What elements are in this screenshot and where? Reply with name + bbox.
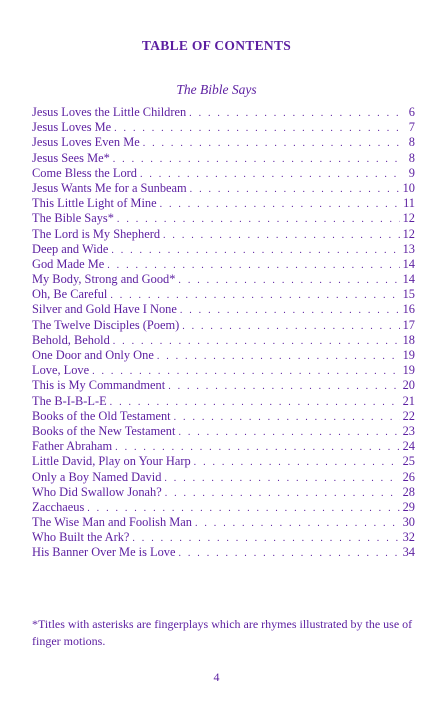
toc-entry — [32, 424, 415, 439]
toc-entry — [32, 363, 415, 378]
toc-list — [32, 105, 415, 561]
toc-entry-title: Father Abraham — [32, 439, 113, 454]
toc-entry-page: 11 — [403, 196, 415, 211]
toc-entry-title: His Banner Over Me is Love — [32, 545, 176, 560]
page-title: TABLE OF CONTENTS — [141, 38, 292, 53]
toc-entry-page: 19 — [402, 348, 415, 362]
toc-entry-title: Jesus Sees Me* — [32, 150, 110, 165]
dot-leader — [160, 197, 400, 211]
toc-entry-page: 34 — [402, 545, 415, 560]
dot-leader — [111, 243, 399, 257]
toc-entry — [32, 151, 415, 166]
toc-entry — [32, 378, 415, 393]
toc-entry-page: 30 — [402, 515, 415, 530]
toc-entry-title: Books of the Old Testament — [32, 408, 171, 423]
toc-entry — [32, 530, 415, 545]
toc-entry-page: 14 — [402, 256, 415, 271]
toc-entry-page: 8 — [408, 135, 415, 150]
dot-leader — [117, 212, 400, 226]
dot-leader — [110, 395, 400, 409]
toc-entry-page: 19 — [402, 363, 415, 378]
toc-entry-title: This Little Light of Mine — [32, 196, 157, 211]
toc-entry-page: 17 — [402, 317, 415, 332]
toc-entry-title: Books of the New Testament — [32, 423, 176, 438]
dot-leader — [107, 258, 399, 272]
dot-leader — [87, 501, 399, 515]
toc-entry — [32, 257, 415, 272]
toc-entry-title: Deep and Wide — [32, 241, 109, 256]
toc-entry-page: 25 — [402, 454, 415, 469]
toc-entry-title: One Door and Only One — [32, 348, 154, 362]
dot-leader — [113, 152, 400, 166]
dot-leader — [114, 121, 400, 135]
toc-entry-page: 12 — [402, 211, 415, 226]
toc-entry — [32, 333, 415, 348]
toc-entry-page: 6 — [408, 105, 415, 119]
toc-entry-page: 10 — [402, 180, 415, 195]
toc-entry — [32, 348, 415, 363]
toc-entry — [32, 166, 415, 181]
toc-entry-page: 28 — [402, 484, 415, 499]
toc-entry-title: This is My Commandment — [32, 378, 166, 393]
page-number: 4 — [213, 670, 220, 684]
toc-entry-page: 14 — [402, 272, 415, 287]
toc-entry-title: My Body, Strong and Good* — [32, 272, 176, 287]
dot-leader — [178, 425, 399, 439]
toc-entry-page: 26 — [402, 469, 415, 484]
toc-entry-page: 18 — [402, 332, 415, 347]
toc-entry-title: Silver and Gold Have I None — [32, 302, 177, 317]
dot-leader — [195, 516, 400, 530]
toc-entry-title: Jesus Loves Me — [32, 120, 112, 135]
toc-entry-page: 7 — [408, 120, 415, 135]
dot-leader — [92, 364, 399, 378]
toc-entry — [32, 196, 415, 211]
toc-entry-page: 23 — [402, 423, 415, 438]
toc-entry-title: God Made Me — [32, 256, 105, 271]
toc-entry-title: Only a Boy Named David — [32, 469, 162, 484]
toc-entry-page: 20 — [402, 378, 415, 393]
dot-leader — [115, 440, 399, 454]
toc-entry-page: 29 — [402, 499, 415, 514]
dot-leader — [164, 471, 399, 485]
toc-entry — [32, 409, 415, 424]
dot-leader — [110, 288, 399, 302]
toc-entry-title: Who Did Swallow Jonah? — [32, 484, 162, 499]
toc-entry-page: 22 — [402, 408, 415, 423]
dot-leader — [190, 182, 400, 196]
toc-entry-title: Jesus Loves Even Me — [32, 135, 140, 150]
toc-entry-page: 9 — [408, 165, 415, 180]
dot-leader — [168, 379, 399, 393]
toc-entry — [32, 181, 415, 196]
toc-entry — [32, 135, 415, 150]
toc-entry — [32, 454, 415, 469]
toc-entry-title: The Wise Man and Foolish Man — [32, 515, 192, 530]
dot-leader — [182, 319, 399, 333]
toc-entry — [32, 227, 415, 242]
dot-leader — [194, 455, 400, 469]
toc-entry-title: The B-I-B-L-E — [32, 393, 107, 408]
dot-leader — [140, 167, 400, 181]
toc-entry-title: The Lord is My Shepherd — [32, 226, 161, 241]
toc-entry-title: Jesus Loves the Little Children — [32, 105, 187, 119]
dot-leader — [132, 531, 399, 545]
dot-leader — [113, 334, 400, 348]
toc-entry-page: 24 — [402, 439, 415, 454]
toc-entry-title: Who Built the Ark? — [32, 530, 130, 545]
toc-entry — [32, 302, 415, 317]
dot-leader — [163, 228, 400, 242]
toc-entry — [32, 485, 415, 500]
toc-entry-page: 16 — [402, 302, 415, 317]
toc-entry-title: Oh, Be Careful — [32, 287, 108, 302]
section-title: The Bible Says — [176, 82, 257, 97]
toc-entry — [32, 394, 415, 409]
dot-leader — [189, 106, 400, 120]
toc-entry-page: 15 — [402, 287, 415, 302]
dot-leader — [178, 273, 399, 287]
toc-entry — [32, 105, 415, 120]
toc-entry — [32, 287, 415, 302]
toc-entry-page: 8 — [408, 150, 415, 165]
toc-entry-page: 13 — [402, 241, 415, 256]
dot-leader — [179, 546, 400, 560]
toc-entry — [32, 515, 415, 530]
toc-entry-title: Come Bless the Lord — [32, 165, 137, 180]
toc-entry — [32, 545, 415, 560]
toc-entry-title: The Twelve Disciples (Poem) — [32, 317, 180, 332]
toc-entry-page: 12 — [402, 226, 415, 241]
toc-entry — [32, 242, 415, 257]
toc-entry-page: 32 — [402, 530, 415, 545]
toc-entry — [32, 211, 415, 226]
toc-entry-title: Little David, Play on Your Harp — [32, 454, 191, 469]
dot-leader — [180, 303, 400, 317]
toc-entry — [32, 272, 415, 287]
dot-leader — [143, 136, 400, 150]
dot-leader — [157, 349, 400, 363]
toc-entry — [32, 439, 415, 454]
toc-entry-title: Behold, Behold — [32, 332, 110, 347]
dot-leader — [174, 410, 400, 424]
toc-entry — [32, 120, 415, 135]
toc-entry-title: Love, Love — [32, 363, 90, 378]
footnote: *Titles with asterisks are fingerplays which are rhymes illustrated by the use of finger motions. — [32, 617, 413, 648]
toc-entry — [32, 500, 415, 515]
toc-entry-title: The Bible Says* — [32, 211, 114, 226]
toc-entry — [32, 318, 415, 333]
toc-entry-title: Zacchaeus — [32, 499, 85, 514]
dot-leader — [165, 486, 400, 500]
toc-entry-title: Jesus Wants Me for a Sunbeam — [32, 180, 187, 195]
toc-entry-page: 21 — [402, 393, 415, 408]
toc-entry — [32, 470, 415, 485]
